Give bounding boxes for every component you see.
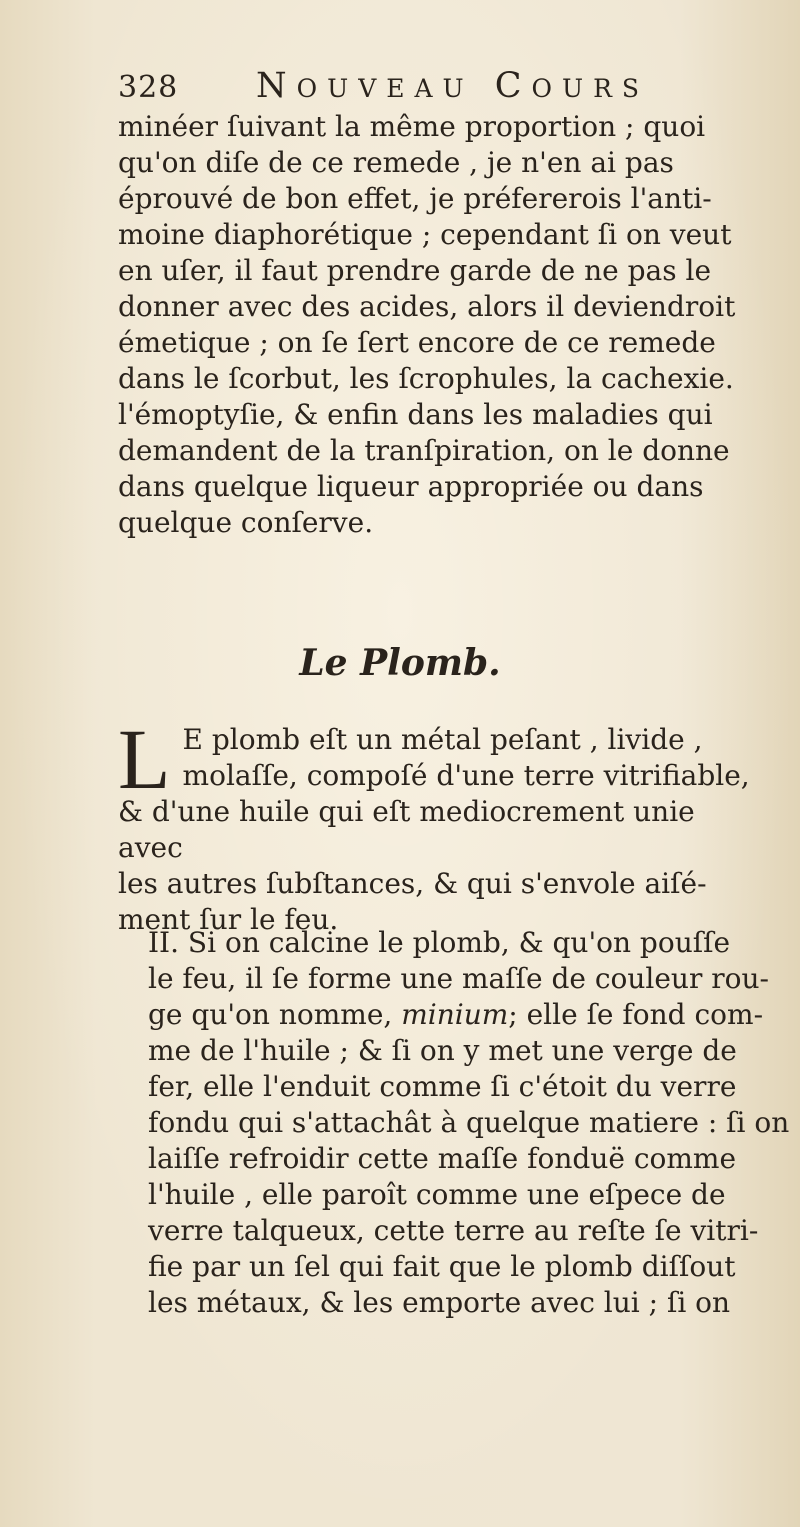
page-header (118, 66, 718, 110)
paragraph-calcination-text-b: ; elle ſe fond com- me de l'huile ; & ſi on y met une verge de fer, elle l'enduit comme ſi c'étoit du verre fondu qui s'attachât à quelque matiere : ſi on laiſſe refroidir cette maſſe fonduë comme l'huile , elle paroît comme une eſpece de verre talqueux, cette terre au reſte ſe vitri- fie par un ſel qui fait que le plomb diſſout les métaux, & les emporte avec lui ; ſi on (148, 998, 790, 1319)
page-number: 328 (118, 70, 179, 105)
running-title: Nouveau Cours (256, 66, 650, 106)
paragraph-calcination (118, 925, 798, 1321)
paragraph-calcination-text-a: II. Si on calcine le plomb, & qu'on pouſſe le feu, il ſe forme une maſſe de couleur rou- ge qu'on nomme, (148, 926, 769, 1031)
paragraph-remedy: minéer ſuivant la même proportion ; quoi qu'on diſe de ce remede , je n'en ai pas éprouvé de bon effet, je préfererois l'anti- moine diaphorétique ; cependant ſi on veut en uſer, il faut prendre garde de ne pas le donner avec des acides, alors il deviendroit émetique ; on ſe ſert encore de ce remede dans le ſcorbut, les ſcrophules, la cachexie. l'émoptyſie, & enfin dans les maladies qui demandent de la tranſpiration, on le donne dans quelque liqueur appropriée ou dans quelque conſerve. (118, 110, 736, 539)
term-minium: minium (401, 998, 509, 1031)
drop-cap-letter: L (118, 711, 171, 807)
paragraph-lead-text: E plomb eſt un métal peſant , livide , molaſſe, compoſé d'une terre vitrifiable, & d'une huile qui eſt mediocrement unie avec les autres ſubſtances, & qui s'envole aiſé- ment ſur le feu. (118, 723, 750, 936)
section-title: Le Plomb. (299, 642, 501, 684)
paragraph-lead-definition (118, 711, 768, 938)
